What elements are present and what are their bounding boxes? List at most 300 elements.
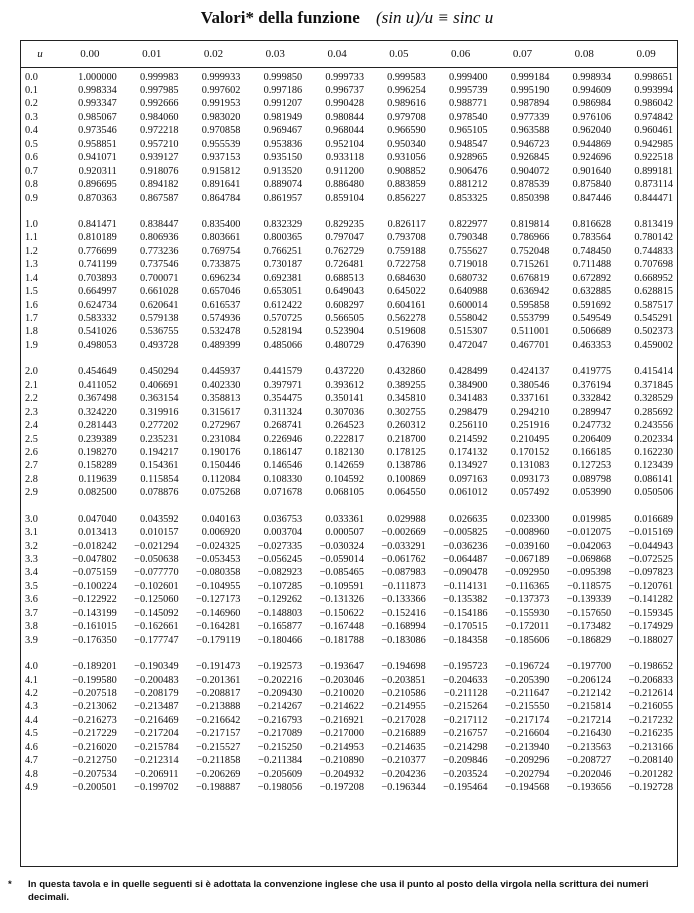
table-cell: 0.826117 xyxy=(387,218,426,230)
table-cell: 0.545291 xyxy=(634,313,673,324)
table-cell: 0.397971 xyxy=(263,379,303,391)
table-header-row xyxy=(21,41,677,68)
table-cell: 0.424137 xyxy=(510,366,550,378)
table-cell: 0.979708 xyxy=(387,111,426,123)
table-cell: 0.875840 xyxy=(572,179,612,191)
table-cell: 0.302755 xyxy=(387,406,426,418)
table-cell: 0.816628 xyxy=(572,218,612,230)
table-cell: 0.127253 xyxy=(572,460,612,472)
table-cell: −0.213166 xyxy=(628,741,673,753)
table-cell: 0.928965 xyxy=(448,152,488,164)
table-cell: 0.115854 xyxy=(140,473,179,485)
table-cell: 0.624734 xyxy=(78,299,117,311)
table-cell: −0.211647 xyxy=(505,687,550,699)
row-label-u: 0.4 xyxy=(25,125,38,137)
row-label-u: 3.8 xyxy=(25,621,38,633)
table-cell: −0.125060 xyxy=(134,594,179,606)
table-cell: 0.354475 xyxy=(263,393,303,405)
table-cell: −0.042063 xyxy=(566,540,612,552)
column-header: 0.02 xyxy=(183,41,245,68)
table-cell: 0.711488 xyxy=(572,259,612,271)
table-row xyxy=(21,165,677,178)
table-cell: 0.741199 xyxy=(78,259,117,271)
table-cell: 0.454649 xyxy=(78,366,117,378)
table-cell: −0.198652 xyxy=(628,661,673,673)
table-cell: 0.319916 xyxy=(139,406,179,418)
table-cell: −0.215527 xyxy=(195,741,241,753)
table-cell: 0.737546 xyxy=(139,259,179,271)
table-cell: 0.419775 xyxy=(572,366,612,378)
table-cell: 0.218700 xyxy=(387,433,426,445)
table-cell: −0.165877 xyxy=(257,621,303,633)
table-row xyxy=(21,420,677,433)
table-row xyxy=(21,406,677,419)
table-cell: 0.759188 xyxy=(387,245,426,257)
table-cell: 0.773236 xyxy=(139,245,179,257)
table-cell: 0.974842 xyxy=(634,111,673,123)
table-cell: −0.211384 xyxy=(258,755,303,767)
table-cell: 0.210495 xyxy=(510,433,550,445)
column-header: 0.03 xyxy=(244,41,306,68)
table-cell: 0.178125 xyxy=(387,446,426,458)
table-cell: 0.050506 xyxy=(634,487,673,499)
table-cell: 0.970858 xyxy=(201,125,241,137)
table-cell: −0.044943 xyxy=(628,540,673,552)
sinc-table-frame xyxy=(20,40,678,867)
table-cell: 0.999400 xyxy=(448,71,488,83)
table-cell: −0.208140 xyxy=(628,755,673,767)
table-cell: 0.996254 xyxy=(387,85,426,96)
table-cell: −0.069868 xyxy=(566,554,612,565)
table-cell: −0.047802 xyxy=(72,554,117,565)
table-cell: 0.966590 xyxy=(387,125,426,137)
table-cell: 0.315617 xyxy=(201,406,241,418)
table-cell: −0.085465 xyxy=(319,567,364,579)
row-label-u: 2.2 xyxy=(25,393,38,405)
table-cell: 0.730187 xyxy=(263,259,303,271)
table-cell: −0.137373 xyxy=(504,594,550,606)
table-cell: 0.604161 xyxy=(387,299,426,311)
table-cell: −0.217204 xyxy=(134,728,179,740)
table-cell: 0.987894 xyxy=(510,98,550,110)
table-cell: 0.231084 xyxy=(201,433,241,445)
table-cell: 0.003704 xyxy=(263,527,303,539)
table-cell: −0.215550 xyxy=(504,701,550,713)
table-cell: 0.415414 xyxy=(634,366,673,378)
table-cell: 0.968044 xyxy=(325,125,364,137)
row-label-u: 1.9 xyxy=(25,339,38,351)
table-cell: 0.911200 xyxy=(325,165,364,177)
table-cell: −0.159345 xyxy=(628,607,673,619)
table-row xyxy=(21,232,677,245)
table-cell: 0.450294 xyxy=(139,366,179,378)
table-cell: −0.172011 xyxy=(505,621,550,633)
table-cell: −0.036236 xyxy=(443,540,488,552)
table-cell: −0.155930 xyxy=(504,607,550,619)
table-row xyxy=(21,446,677,459)
table-row xyxy=(21,674,677,687)
table-cell: −0.061762 xyxy=(381,554,426,565)
table-cell: 0.937153 xyxy=(201,152,241,164)
table-row xyxy=(21,634,677,647)
table-cell: 0.198270 xyxy=(78,446,117,458)
row-label-u: 0.9 xyxy=(25,192,38,204)
table-cell: −0.127173 xyxy=(195,594,241,606)
table-cell: 0.986984 xyxy=(572,98,612,110)
table-cell: −0.077770 xyxy=(134,567,179,579)
table-cell: 0.999850 xyxy=(263,71,303,83)
table-row xyxy=(21,259,677,272)
table-cell: 0.981949 xyxy=(263,111,303,123)
table-cell: −0.217000 xyxy=(319,728,364,740)
table-cell: 0.150446 xyxy=(201,460,241,472)
table-cell: 0.994609 xyxy=(572,85,612,96)
table-cell: 0.061012 xyxy=(448,487,488,499)
table-cell: 0.260312 xyxy=(387,420,426,432)
table-cell: 0.649043 xyxy=(325,286,364,298)
table-cell: 0.822977 xyxy=(448,218,488,230)
table-cell: 0.878539 xyxy=(510,179,550,191)
table-cell: −0.217112 xyxy=(443,714,488,726)
table-cell: 0.889074 xyxy=(263,179,303,191)
table-cell: −0.180466 xyxy=(257,634,303,646)
table-cell: 0.645022 xyxy=(387,286,426,298)
table-cell: 0.445937 xyxy=(201,366,241,378)
table-cell: −0.197700 xyxy=(566,661,612,673)
table-cell: 0.873114 xyxy=(634,179,673,191)
footnote-marker: * xyxy=(8,879,12,890)
table-cell: −0.210377 xyxy=(381,755,426,767)
table-cell: −0.179119 xyxy=(196,634,241,646)
table-cell: −0.209846 xyxy=(443,755,488,767)
table-cell: 0.883859 xyxy=(387,179,426,191)
table-cell: 0.797047 xyxy=(325,232,364,244)
table-cell: 0.251916 xyxy=(510,420,550,432)
table-cell: −0.214622 xyxy=(319,701,364,713)
table-cell: 0.676819 xyxy=(510,272,550,284)
table-cell: 0.700071 xyxy=(139,272,179,284)
table-cell: 0.664997 xyxy=(78,286,117,298)
row-label-u: 0.1 xyxy=(25,85,38,96)
table-cell: 0.989616 xyxy=(387,98,426,110)
table-cell: −0.208727 xyxy=(566,755,612,767)
table-row xyxy=(21,714,677,727)
table-cell: −0.107285 xyxy=(257,580,303,592)
table-row xyxy=(21,540,677,553)
table-cell: 0.672892 xyxy=(572,272,612,284)
table-cell: −0.209296 xyxy=(504,755,550,767)
table-cell: −0.075159 xyxy=(72,567,117,579)
table-cell: −0.092950 xyxy=(504,567,550,579)
table-cell: 0.640988 xyxy=(448,286,488,298)
table-cell: −0.216273 xyxy=(72,714,117,726)
row-label-u: 3.2 xyxy=(25,540,38,552)
table-cell: −0.162661 xyxy=(134,621,179,633)
row-label-u: 3.7 xyxy=(25,607,38,619)
table-cell: 0.688513 xyxy=(325,272,364,284)
table-row xyxy=(21,286,677,299)
table-cell: −0.170515 xyxy=(443,621,488,633)
table-cell: 0.485066 xyxy=(263,339,303,351)
row-label-u: 4.4 xyxy=(25,714,38,726)
table-cell: −0.211858 xyxy=(196,755,241,767)
table-cell: −0.192573 xyxy=(257,661,303,673)
table-cell: −0.201282 xyxy=(628,768,673,780)
table-cell: 0.722758 xyxy=(387,259,426,271)
table-cell: 0.620641 xyxy=(139,299,179,311)
table-cell: 0.268741 xyxy=(263,420,303,432)
row-label-u: 4.5 xyxy=(25,728,38,740)
row-label-u: 4.7 xyxy=(25,755,38,767)
table-cell: 0.064550 xyxy=(387,487,426,499)
table-cell: 0.976106 xyxy=(572,111,612,123)
table-cell: 0.367498 xyxy=(78,393,117,405)
table-cell: 0.793708 xyxy=(387,232,426,244)
table-cell: −0.216469 xyxy=(134,714,179,726)
table-cell: 0.162230 xyxy=(634,446,673,458)
table-row xyxy=(21,152,677,165)
table-cell: 0.202334 xyxy=(634,433,673,445)
table-row xyxy=(21,527,677,540)
table-cell: 0.068105 xyxy=(325,487,364,499)
table-row xyxy=(21,473,677,486)
row-label-u: 4.6 xyxy=(25,741,38,753)
table-cell: 0.587517 xyxy=(634,299,673,311)
table-cell: 0.108330 xyxy=(263,473,303,485)
table-cell: −0.214267 xyxy=(257,701,303,713)
table-row xyxy=(21,701,677,714)
table-cell: 0.112084 xyxy=(202,473,241,485)
table-cell: 0.558042 xyxy=(448,313,488,324)
table-cell: −0.206911 xyxy=(134,768,179,780)
table-cell: −0.210020 xyxy=(319,687,364,699)
table-cell: −0.199702 xyxy=(134,782,179,793)
table-cell: 0.272967 xyxy=(201,420,241,432)
table-cell: 0.023300 xyxy=(510,513,550,525)
table-cell: 0.786966 xyxy=(510,232,550,244)
table-cell: 0.996737 xyxy=(325,85,364,96)
table-cell: −0.214955 xyxy=(381,701,426,713)
table-cell: −0.216430 xyxy=(566,728,612,740)
table-cell: 0.997985 xyxy=(139,85,179,96)
table-cell: 0.214592 xyxy=(448,433,488,445)
table-cell: 0.463353 xyxy=(572,339,612,351)
table-cell: −0.191473 xyxy=(195,661,241,673)
table-cell: 0.995190 xyxy=(510,85,550,96)
table-cell: 0.999733 xyxy=(325,71,364,83)
table-cell: 0.829235 xyxy=(325,218,364,230)
row-label-u: 4.3 xyxy=(25,701,38,713)
table-cell: −0.216235 xyxy=(628,728,673,740)
table-cell: 0.881212 xyxy=(448,179,488,191)
table-cell: −0.216757 xyxy=(443,728,488,740)
table-cell: 0.800365 xyxy=(263,232,303,244)
table-cell: 0.985067 xyxy=(78,111,117,123)
table-cell: 0.953836 xyxy=(263,138,303,150)
table-cell: 0.904072 xyxy=(510,165,550,177)
table-cell: −0.198056 xyxy=(257,782,303,793)
table-cell: −0.033291 xyxy=(381,540,426,552)
table-cell: 0.406691 xyxy=(139,379,179,391)
table-cell: 0.437220 xyxy=(325,366,364,378)
table-cell: 0.692381 xyxy=(263,272,303,284)
table-cell: −0.164281 xyxy=(195,621,241,633)
table-row xyxy=(21,245,677,258)
table-cell: −0.067189 xyxy=(504,554,550,565)
row-label-u: 3.0 xyxy=(25,513,38,525)
column-header: 0.09 xyxy=(615,41,677,68)
table-cell: −0.201361 xyxy=(195,674,241,686)
column-header: 0.05 xyxy=(368,41,430,68)
table-cell: 0.489399 xyxy=(201,339,241,351)
table-cell: 0.748450 xyxy=(572,245,612,257)
table-cell: 0.026635 xyxy=(448,513,488,525)
table-cell: 0.206409 xyxy=(572,433,612,445)
table-cell: 0.138786 xyxy=(387,460,426,472)
table-cell: 0.411052 xyxy=(78,379,117,391)
table-cell: 0.583332 xyxy=(78,313,117,324)
table-cell: −0.167448 xyxy=(319,621,364,633)
table-cell: 0.595858 xyxy=(510,299,550,311)
table-cell: −0.056245 xyxy=(257,554,303,565)
table-cell: −0.188027 xyxy=(628,634,673,646)
table-cell: 0.894182 xyxy=(139,179,179,191)
table-cell: 0.941071 xyxy=(78,152,117,164)
table-cell: −0.213062 xyxy=(72,701,117,713)
table-cell: 0.990428 xyxy=(325,98,364,110)
table-cell: 0.033361 xyxy=(325,513,364,525)
table-cell: 0.661028 xyxy=(139,286,179,298)
table-cell: 0.744833 xyxy=(634,245,673,257)
table-cell: −0.214298 xyxy=(443,741,488,753)
table-cell: 0.131083 xyxy=(510,460,550,472)
sinc-table xyxy=(21,41,677,795)
table-cell: 0.762729 xyxy=(325,245,364,257)
table-cell: −0.114131 xyxy=(443,580,488,592)
table-cell: 0.350141 xyxy=(325,393,364,405)
table-cell: 0.402330 xyxy=(201,379,241,391)
column-header: 0.06 xyxy=(430,41,492,68)
table-cell: −0.139339 xyxy=(566,594,612,606)
row-label-u: 1.4 xyxy=(25,272,38,284)
table-row xyxy=(21,755,677,768)
table-row xyxy=(21,68,677,85)
table-cell: −0.131326 xyxy=(319,594,364,606)
table-cell: 0.016689 xyxy=(634,513,673,525)
row-label-u: 0.2 xyxy=(25,98,38,110)
table-cell: 0.186147 xyxy=(263,446,303,458)
table-cell: −0.213563 xyxy=(566,741,612,753)
table-cell: 0.000507 xyxy=(325,527,364,539)
table-cell: 0.844471 xyxy=(634,192,673,204)
table-cell: 0.960461 xyxy=(634,125,673,137)
row-label-u: 3.9 xyxy=(25,634,38,646)
table-cell: 0.345810 xyxy=(387,393,426,405)
table-cell: −0.195723 xyxy=(443,661,488,673)
table-cell: 0.264523 xyxy=(325,420,364,432)
table-cell: 0.997602 xyxy=(201,85,241,96)
table-cell: −0.161015 xyxy=(72,621,117,633)
table-cell: 0.986042 xyxy=(634,98,673,110)
table-cell: −0.109591 xyxy=(319,580,364,592)
table-cell: 0.957210 xyxy=(139,138,179,150)
table-cell: 0.591692 xyxy=(572,299,612,311)
table-cell: −0.207518 xyxy=(72,687,117,699)
table-cell: 0.243556 xyxy=(634,420,673,432)
table-cell: 0.790348 xyxy=(448,232,488,244)
table-row xyxy=(21,661,677,674)
table-cell: 0.769754 xyxy=(201,245,241,257)
table-cell: −0.120761 xyxy=(628,580,673,592)
row-label-u: 1.3 xyxy=(25,259,38,271)
table-row xyxy=(21,607,677,620)
table-cell: −0.100224 xyxy=(72,580,117,592)
table-row xyxy=(21,433,677,446)
table-cell: 0.226946 xyxy=(263,433,303,445)
table-cell: 0.277202 xyxy=(139,420,179,432)
table-cell: 0.867587 xyxy=(139,192,179,204)
table-cell: 0.752048 xyxy=(510,245,550,257)
table-cell: 0.467701 xyxy=(510,339,550,351)
table-cell: 0.766251 xyxy=(263,245,303,257)
table-cell: 0.097163 xyxy=(448,473,488,485)
table-cell: −0.198887 xyxy=(195,782,241,793)
table-cell: −0.030324 xyxy=(319,540,364,552)
table-cell: 0.993994 xyxy=(634,85,673,96)
table-cell: −0.216055 xyxy=(628,701,673,713)
table-cell: 0.100869 xyxy=(387,473,426,485)
table-cell: 0.536755 xyxy=(139,326,179,338)
table-cell: 0.992666 xyxy=(139,98,179,110)
table-cell: −0.072525 xyxy=(628,554,673,565)
table-cell: −0.196724 xyxy=(504,661,550,673)
table-cell: 0.086141 xyxy=(634,473,673,485)
table-cell: 0.541026 xyxy=(78,326,117,338)
table-cell: −0.204633 xyxy=(443,674,488,686)
table-cell: −0.148803 xyxy=(257,607,303,619)
table-cell: −0.210586 xyxy=(381,687,426,699)
table-cell: 0.553799 xyxy=(510,313,550,324)
table-cell: 0.247732 xyxy=(572,420,612,432)
row-label-u: 3.6 xyxy=(25,594,38,606)
table-cell: −0.190349 xyxy=(134,661,179,673)
column-header: 0.01 xyxy=(121,41,183,68)
table-row xyxy=(21,379,677,392)
table-cell: 0.476390 xyxy=(387,339,426,351)
table-cell: 0.908852 xyxy=(387,165,426,177)
table-row xyxy=(21,192,677,205)
table-cell: 0.733875 xyxy=(201,259,241,271)
table-cell: −0.053453 xyxy=(195,554,241,565)
row-label-u: 3.4 xyxy=(25,567,38,579)
table-cell: −0.216793 xyxy=(257,714,303,726)
table-cell: 0.813419 xyxy=(634,218,673,230)
table-cell: 0.298479 xyxy=(448,406,488,418)
table-cell: 0.980844 xyxy=(325,111,364,123)
table-cell: −0.200483 xyxy=(134,674,179,686)
table-cell: 0.901640 xyxy=(572,165,612,177)
row-label-u: 0.6 xyxy=(25,152,38,164)
table-cell: −0.104955 xyxy=(195,580,241,592)
table-cell: −0.111873 xyxy=(382,580,426,592)
table-cell: 0.057492 xyxy=(510,487,550,499)
table-cell: 0.933118 xyxy=(325,152,364,164)
table-cell: −0.183086 xyxy=(381,634,426,646)
table-row xyxy=(21,513,677,526)
table-cell: −0.095398 xyxy=(566,567,612,579)
table-cell: 0.886480 xyxy=(325,179,364,191)
table-cell: −0.129262 xyxy=(257,594,303,606)
